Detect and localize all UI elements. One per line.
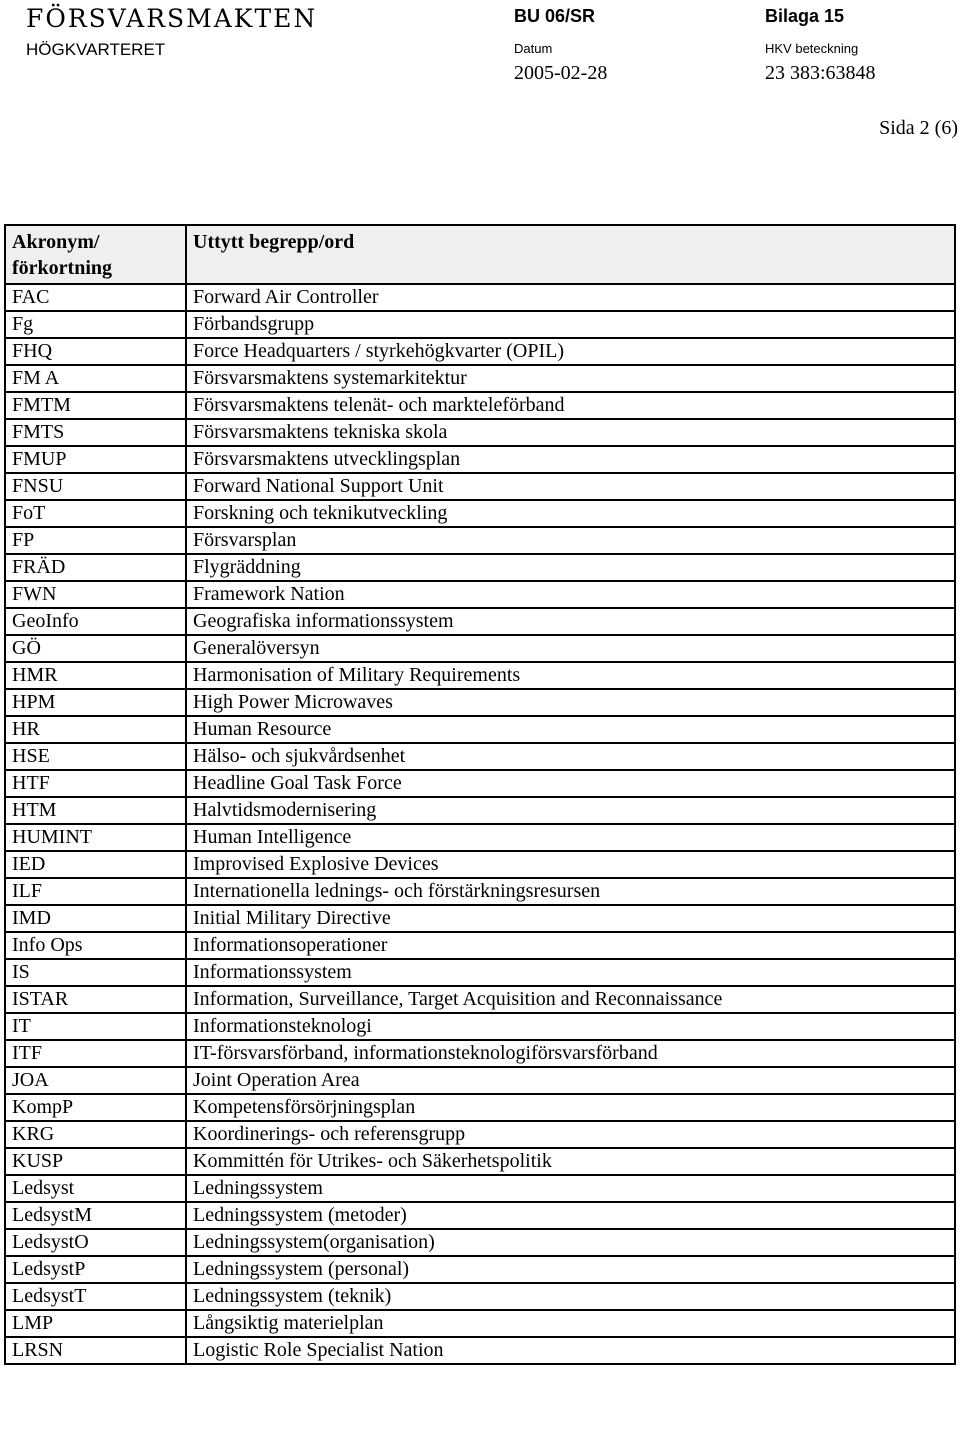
meaning-cell: Koordinerings- och referensgrupp	[186, 1121, 955, 1148]
meaning-cell: Kompetensförsörjningsplan	[186, 1094, 955, 1121]
acronym-cell: FM A	[5, 365, 186, 392]
acronym-cell: KUSP	[5, 1148, 186, 1175]
meaning-cell: Headline Goal Task Force	[186, 770, 955, 797]
acronym-cell: HUMINT	[5, 824, 186, 851]
acronym-cell: ILF	[5, 878, 186, 905]
acronym-cell: Fg	[5, 311, 186, 338]
meaning-cell: Kommittén för Utrikes- och Säkerhetspolitik	[186, 1148, 955, 1175]
table-row	[5, 905, 955, 932]
table-row	[5, 1283, 955, 1310]
table-row	[5, 1040, 955, 1067]
table-row	[5, 1229, 955, 1256]
table-row	[5, 635, 955, 662]
table-row	[5, 392, 955, 419]
meaning-cell: Informationssystem	[186, 959, 955, 986]
table-row	[5, 419, 955, 446]
table-row	[5, 878, 955, 905]
meaning-cell: Ledningssystem(organisation)	[186, 1229, 955, 1256]
meaning-cell: Hälso- och sjukvårdsenhet	[186, 743, 955, 770]
meaning-cell: Logistic Role Specialist Nation	[186, 1337, 955, 1364]
table-row	[5, 770, 955, 797]
header-acronym-line2: förkortning	[12, 257, 112, 279]
acronym-cell: HTF	[5, 770, 186, 797]
acronym-cell: ITF	[5, 1040, 186, 1067]
acronym-cell: FMTS	[5, 419, 186, 446]
header-meaning: Uttytt begrepp/ord	[186, 225, 955, 284]
meaning-cell: Halvtidsmodernisering	[186, 797, 955, 824]
meaning-cell: Human Resource	[186, 716, 955, 743]
table-header-row	[5, 225, 955, 284]
acronym-cell: LRSN	[5, 1337, 186, 1364]
meaning-cell: Initial Military Directive	[186, 905, 955, 932]
meaning-cell: Geografiska informationssystem	[186, 608, 955, 635]
meaning-cell: Internationella lednings- och förstärkningsresursen	[186, 878, 955, 905]
meaning-cell: Harmonisation of Military Requirements	[186, 662, 955, 689]
table-row	[5, 851, 955, 878]
meaning-cell: Försvarsmaktens utvecklingsplan	[186, 446, 955, 473]
acronym-cell: ISTAR	[5, 986, 186, 1013]
acronym-cell: HPM	[5, 689, 186, 716]
acronym-cell: FAC	[5, 284, 186, 311]
document-reference: BU 06/SR	[514, 6, 596, 26]
acronym-cell: FMUP	[5, 446, 186, 473]
organization-name: FÖRSVARSMAKTEN	[26, 4, 318, 33]
hkv-reference-label: HKV beteckning	[765, 41, 859, 56]
meaning-cell: Framework Nation	[186, 581, 955, 608]
table-row	[5, 689, 955, 716]
meaning-cell: Joint Operation Area	[186, 1067, 955, 1094]
acronym-cell: GeoInfo	[5, 608, 186, 635]
table-row	[5, 338, 955, 365]
date-label: Datum	[514, 41, 553, 56]
meaning-cell: Ledningssystem (personal)	[186, 1256, 955, 1283]
acronym-cell: FNSU	[5, 473, 186, 500]
acronym-cell: HMR	[5, 662, 186, 689]
table-row	[5, 365, 955, 392]
table-row	[5, 1202, 955, 1229]
acronym-cell: KRG	[5, 1121, 186, 1148]
table-row	[5, 473, 955, 500]
meaning-cell: Långsiktig materielplan	[186, 1310, 955, 1337]
table-row	[5, 986, 955, 1013]
acronym-cell: Info Ops	[5, 932, 186, 959]
meaning-cell: Improvised Explosive Devices	[186, 851, 955, 878]
table-row	[5, 959, 955, 986]
meaning-cell: Försvarsmaktens tekniska skola	[186, 419, 955, 446]
table-row	[5, 1094, 955, 1121]
acronym-cell: IS	[5, 959, 186, 986]
meaning-cell: Forskning och teknikutveckling	[186, 500, 955, 527]
table-row	[5, 1175, 955, 1202]
meaning-cell: Force Headquarters / styrkehögkvarter (OPIL)	[186, 338, 955, 365]
acronym-cell: LMP	[5, 1310, 186, 1337]
table-row	[5, 581, 955, 608]
meaning-cell: Forward National Support Unit	[186, 473, 955, 500]
header-acronym-line1: Akronym/	[12, 231, 100, 253]
meaning-cell: Förbandsgrupp	[186, 311, 955, 338]
acronym-cell: Ledsyst	[5, 1175, 186, 1202]
acronym-cell: FHQ	[5, 338, 186, 365]
table-row	[5, 932, 955, 959]
table-row	[5, 1148, 955, 1175]
acronym-cell: KompP	[5, 1094, 186, 1121]
table-row	[5, 1310, 955, 1337]
meaning-cell: Ledningssystem (metoder)	[186, 1202, 955, 1229]
table-row	[5, 797, 955, 824]
page-number: Sida 2 (6)	[879, 117, 958, 139]
table-row	[5, 500, 955, 527]
acronym-cell: IT	[5, 1013, 186, 1040]
hkv-reference-number: 23 383:63848	[765, 62, 876, 84]
meaning-cell: Flygräddning	[186, 554, 955, 581]
acronym-cell: FMTM	[5, 392, 186, 419]
meaning-cell: Human Intelligence	[186, 824, 955, 851]
header-acronym	[5, 225, 186, 284]
meaning-cell: Försvarsplan	[186, 527, 955, 554]
acronym-cell: JOA	[5, 1067, 186, 1094]
table-row	[5, 1337, 955, 1364]
acronym-cell: HR	[5, 716, 186, 743]
table-row	[5, 662, 955, 689]
acronym-cell: LedsystP	[5, 1256, 186, 1283]
meaning-cell: Ledningssystem	[186, 1175, 955, 1202]
acronym-cell: HTM	[5, 797, 186, 824]
table-row	[5, 716, 955, 743]
table-row	[5, 824, 955, 851]
table-row	[5, 1067, 955, 1094]
table-row	[5, 554, 955, 581]
acronym-cell: FRÄD	[5, 554, 186, 581]
meaning-cell: Generalöversyn	[186, 635, 955, 662]
table-row	[5, 1013, 955, 1040]
table-row	[5, 527, 955, 554]
acronym-cell: IED	[5, 851, 186, 878]
document-date: 2005-02-28	[514, 62, 608, 84]
acronym-cell: IMD	[5, 905, 186, 932]
acronym-cell: LedsystT	[5, 1283, 186, 1310]
meaning-cell: High Power Microwaves	[186, 689, 955, 716]
table-row	[5, 743, 955, 770]
acronym-cell: HSE	[5, 743, 186, 770]
acronym-cell: GÖ	[5, 635, 186, 662]
meaning-cell: Forward Air Controller	[186, 284, 955, 311]
table-row	[5, 1121, 955, 1148]
acronym-table	[4, 224, 956, 1365]
organization-subunit: HÖGKVARTERET	[26, 40, 166, 59]
table-row	[5, 608, 955, 635]
meaning-cell: Informationsteknologi	[186, 1013, 955, 1040]
acronym-cell: FoT	[5, 500, 186, 527]
meaning-cell: Försvarsmaktens telenät- och markteleförband	[186, 392, 955, 419]
acronym-cell: FWN	[5, 581, 186, 608]
meaning-cell: Information, Surveillance, Target Acquisition and Reconnaissance	[186, 986, 955, 1013]
acronym-cell: FP	[5, 527, 186, 554]
meaning-cell: Ledningssystem (teknik)	[186, 1283, 955, 1310]
table-row	[5, 311, 955, 338]
appendix-label: Bilaga 15	[765, 6, 845, 26]
table-row	[5, 1256, 955, 1283]
table-row	[5, 284, 955, 311]
meaning-cell: Försvarsmaktens systemarkitektur	[186, 365, 955, 392]
acronym-cell: LedsystO	[5, 1229, 186, 1256]
meaning-cell: Informationsoperationer	[186, 932, 955, 959]
table-row	[5, 446, 955, 473]
acronym-cell: LedsystM	[5, 1202, 186, 1229]
meaning-cell: IT-försvarsförband, informationsteknologiförsvarsförband	[186, 1040, 955, 1067]
